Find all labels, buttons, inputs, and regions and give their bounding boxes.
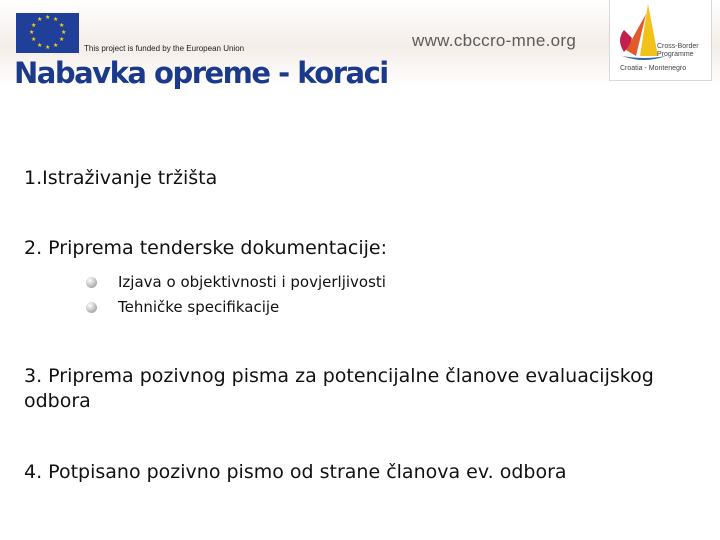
- eu-flag-icon: ★ ★ ★ ★ ★ ★ ★ ★ ★ ★ ★ ★: [16, 13, 79, 53]
- sub-item-text: Tehničke specifikacije: [118, 298, 280, 316]
- step-4: 4. Potpisano pozivno pismo od strane članova ev. odbora: [24, 461, 567, 483]
- step-3: 3. Priprema pozivnog pisma za potencijalne članove evaluacijskog odbora: [24, 365, 654, 412]
- eu-funding-notice: This project is funded by the European Union: [84, 44, 245, 53]
- bullet-icon: [86, 277, 97, 288]
- slide-title: Nabavka opreme - koraci: [14, 56, 388, 90]
- sub-item-text: Izjava o objektivnosti i povjerljivosti: [118, 273, 386, 291]
- list-item: [86, 270, 386, 295]
- list-item: [86, 295, 386, 320]
- step-1: 1.Istraživanje tržišta: [24, 167, 218, 189]
- logo-countries: Croatia - Montenegro: [620, 65, 687, 72]
- step-2: 2. Priprema tenderske dokumentacije:: [24, 237, 387, 259]
- bullet-icon: [86, 302, 97, 313]
- programme-logo: [609, 0, 712, 81]
- logo-programme-name: Cross-Border Programme: [657, 43, 699, 58]
- website-url[interactable]: www.cbccro-mne.org: [412, 31, 577, 50]
- step-2-sublist: [86, 270, 386, 320]
